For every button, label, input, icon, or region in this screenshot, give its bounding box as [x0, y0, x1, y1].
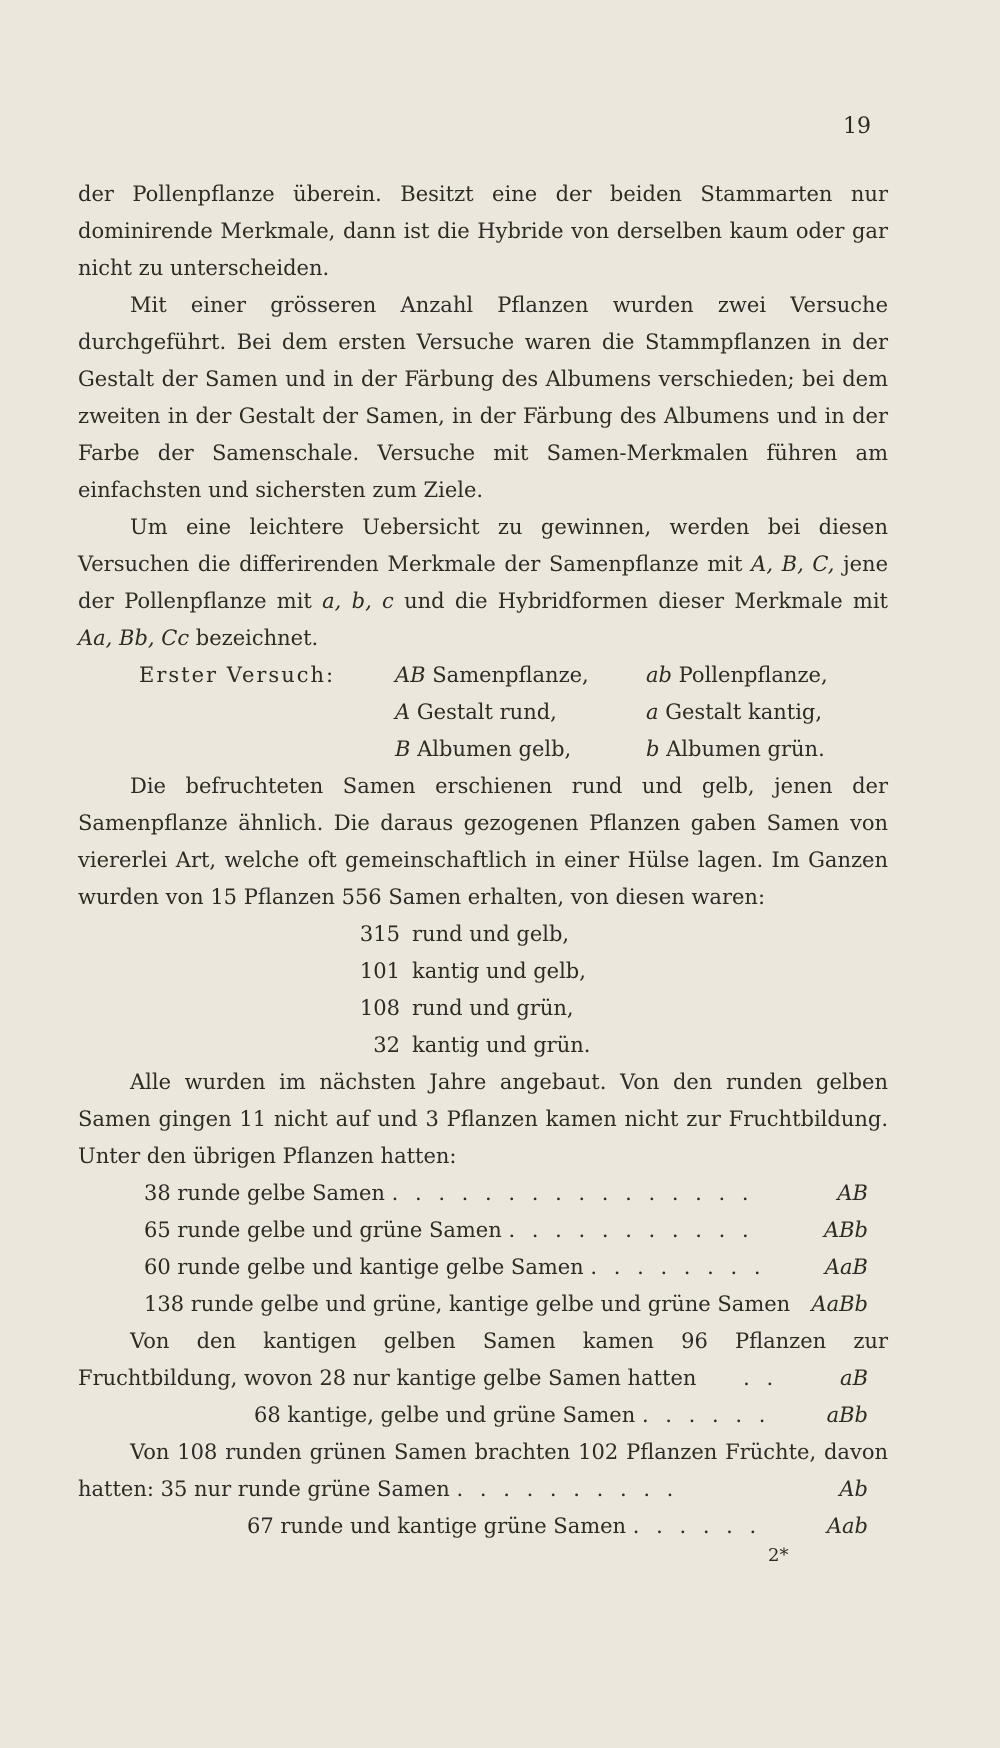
page-body — [78, 176, 888, 1545]
page-number: 19 — [843, 114, 871, 139]
count-row: 101 kantig und gelb, — [359, 959, 586, 983]
offspring-row: 68 kantige, gelbe und grüne Samen . . . . . . aBb — [254, 1403, 868, 1427]
offspring-row: 38 runde gelbe Samen . . . . . . . . . . . . . . . . AB — [144, 1181, 868, 1205]
offspring-row: 65 runde gelbe und grüne Samen . . . . . . . . . . . ABb — [144, 1218, 868, 1242]
p3-symbols-1: A, B, C, — [751, 552, 835, 576]
p3-symbols-2: a, b, c — [322, 589, 394, 613]
offspring-row: 60 runde gelbe und kantige gelbe Samen . . . . . . . . AaB — [144, 1255, 868, 1279]
pollen-shape: a Gestalt kantig, — [646, 700, 823, 724]
paragraph-1: der Pollenpflanze überein. Besitzt eine der beiden Stammarten nur dominirende Merkmale, dann ist die Hybride von derselben kaum oder gar nicht zu unterscheiden. — [78, 182, 888, 280]
pollen-albumen: b Albumen grün. — [646, 737, 825, 761]
seed-counts — [78, 916, 888, 1064]
paragraph-2: Mit einer grösseren Anzahl Pflanzen wurden zwei Versuche durchgeführt. Bei dem ersten Versuche waren die Stammpflanzen in der Gestalt der Samen und in der Färbung des Albumens verschieden; bei dem zweiten in der Gestalt der Samen, in der Färbung des Albumens und in der Farbe der Samenschale. Versuche mit Samen-Merkmalen führen am einfachsten und sichersten zum Ziele. — [78, 293, 888, 502]
p3-text-2: jene der Pollenpflanze mit — [78, 552, 888, 613]
signature-mark: 2* — [768, 1545, 789, 1566]
paragraph-4: Die befruchteten Samen erschienen rund und gelb, jenen der Samenpflanze ähnlich. Die daraus gezogenen Pflanzen gaben Samen von viererlei Art, welche oft gemeinschaftlich in einer Hülse lagen. Im Ganzen wurden von 15 Pflanzen 556 Samen erhalten, von diesen waren: — [78, 774, 888, 909]
experiment-one-block — [78, 657, 888, 768]
round-yellow-offspring — [78, 1175, 888, 1323]
offspring-row: 138 runde gelbe und grüne, kantige gelbe und grüne Samen AaBb — [144, 1292, 868, 1316]
pollen-parent: ab Pollenpflanze, — [646, 663, 828, 687]
count-row: 108 rund und grün, — [359, 996, 574, 1020]
paragraph-3 — [78, 509, 888, 657]
seed-parent: AB Samenpflanze, — [395, 663, 589, 687]
paragraph-5: Alle wurden im nächsten Jahre angebaut. Von den runden gelben Samen gingen 11 nicht auf und 3 Pflanzen kamen nicht zur Fruchtbildung. Unter den übrigen Pflanzen hatten: — [78, 1070, 888, 1168]
seed-albumen: B Albumen gelb, — [395, 737, 572, 761]
p3-text-3: und die Hybridformen dieser Merkmale mit — [393, 589, 888, 613]
seed-shape: A Gestalt rund, — [395, 700, 557, 724]
paragraph-7: Von 108 runden grünen Samen brachten 102 Pflanzen Früchte, davon hatten: 35 nur runde grüne Samen . . . . . . . . . . Ab — [78, 1440, 888, 1501]
offspring-row: 67 runde und kantige grüne Samen . . . . . . Aab — [247, 1514, 868, 1538]
count-row: 315 rund und gelb, — [359, 922, 570, 946]
count-row: 32 kantig und grün. — [373, 1033, 591, 1057]
p3-symbols-3: Aa, Bb, Cc — [78, 626, 190, 650]
p3-text-1: Um eine leichtere Uebersicht zu gewinnen, werden bei diesen Versuchen die differirenden Merkmale der Samenpflanze mit — [78, 515, 888, 576]
paragraph-6: Von den kantigen gelben Samen kamen 96 Pflanzen zur Fruchtbildung, wovon 28 nur kantige gelbe Samen hatten . . aB — [78, 1329, 888, 1390]
experiment-label: Erster Versuch: — [139, 663, 336, 687]
p3-text-4: bezeichnet. — [189, 626, 319, 650]
